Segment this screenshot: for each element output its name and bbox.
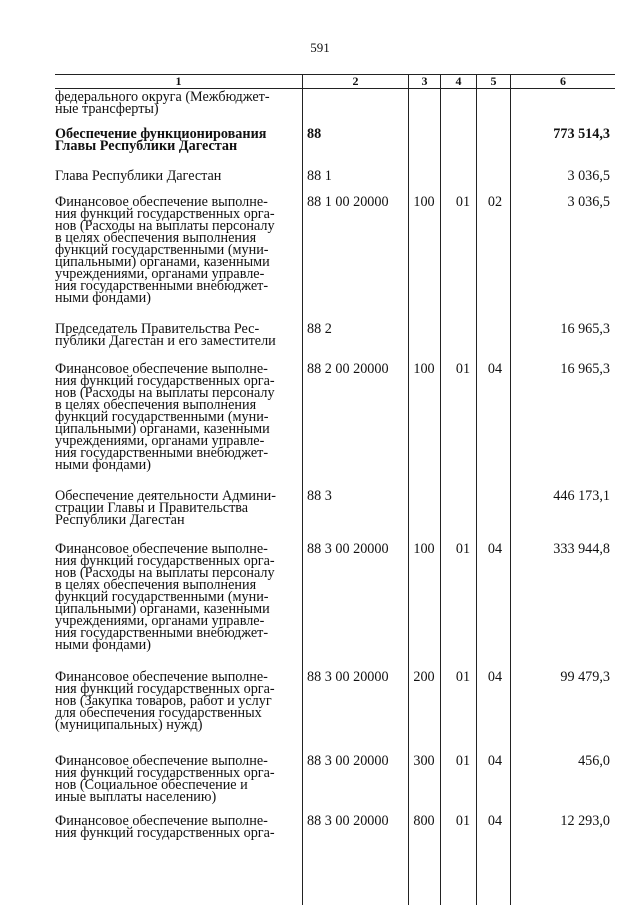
description-line: ния функций государственных орга- (55, 206, 275, 222)
description-line: ния функций государственных орга- (55, 373, 275, 389)
description-line: ными фондами) (55, 637, 151, 653)
description-line: ния функций государственных орга- (55, 825, 275, 841)
description-line: Финансовое обеспечение выполне- (55, 813, 268, 829)
description-line: Обеспечение функционирования (55, 126, 267, 142)
description-line: учреждениями, органами управле- (55, 266, 265, 282)
description-line: ципальными) органами, казенными (55, 601, 270, 617)
row-amount: 99 479,3 (560, 669, 610, 685)
description-line: ными фондами) (55, 457, 151, 473)
row-description (55, 490, 298, 526)
row-subsection: 04 (487, 813, 503, 829)
description-line: ния государственными внебюджет- (55, 625, 269, 641)
description-line: Финансовое обеспечение выполне- (55, 361, 268, 377)
description-line: Председатель Правительства Рес- (55, 321, 260, 337)
row-code: 88 1 (307, 168, 332, 184)
description-line: учреждениями, органами управле- (55, 433, 265, 449)
row-expense-type: 800 (413, 813, 435, 829)
description-line: нов (Закупка товаров, работ и услуг (55, 693, 272, 709)
column-header-2: 2 (352, 74, 359, 88)
row-subsection: 04 (487, 753, 503, 769)
column-divider (510, 74, 511, 905)
column-header-1: 1 (175, 74, 182, 88)
description-line: ния государственными внебюджет- (55, 278, 269, 294)
row-code: 88 2 00 20000 (307, 361, 389, 377)
row-description (55, 91, 298, 115)
row-description (55, 323, 298, 347)
description-line: функций государственными (муни- (55, 242, 269, 258)
row-expense-type: 300 (413, 753, 435, 769)
description-line: ными фондами) (55, 290, 151, 306)
description-line: функций государственными (муни- (55, 589, 269, 605)
row-description (55, 196, 298, 304)
row-section: 01 (455, 753, 471, 769)
row-description (55, 128, 298, 152)
description-line: федерального округа (Межбюджет- (55, 89, 270, 105)
description-line: ные трансферты) (55, 101, 159, 117)
row-expense-type: 100 (413, 361, 435, 377)
row-amount: 773 514,3 (553, 126, 610, 142)
description-line: ния функций государственных орга- (55, 681, 275, 697)
description-line: Финансовое обеспечение выполне- (55, 541, 268, 557)
description-line: в целях обеспечения выполнения (55, 230, 257, 246)
row-subsection: 04 (487, 541, 503, 557)
row-code: 88 3 00 20000 (307, 669, 389, 685)
description-line: Обеспечение деятельности Админи- (55, 488, 276, 504)
row-amount: 3 036,5 (567, 168, 610, 184)
description-line: (муниципальных) нужд) (55, 717, 203, 733)
row-description (55, 815, 298, 839)
description-line: Финансовое обеспечение выполне- (55, 753, 268, 769)
description-line: для обеспечения государственных (55, 705, 262, 721)
description-line: иные выплаты населению) (55, 789, 217, 805)
row-code: 88 3 00 20000 (307, 813, 389, 829)
row-description (55, 755, 298, 803)
description-line: ния государственными внебюджет- (55, 445, 269, 461)
column-header-5: 5 (490, 74, 497, 88)
row-code: 88 3 (307, 488, 332, 504)
row-description (55, 363, 298, 471)
description-line: нов (Расходы на выплаты персоналу (55, 385, 275, 401)
row-code: 88 3 00 20000 (307, 753, 389, 769)
column-header-3: 3 (421, 74, 428, 88)
description-line: нов (Расходы на выплаты персоналу (55, 218, 275, 234)
description-line: страции Главы и Правительства (55, 500, 249, 516)
row-description (55, 543, 298, 651)
description-line: учреждениями, органами управле- (55, 613, 265, 629)
row-description (55, 671, 298, 731)
description-line: в целях обеспечения выполнения (55, 397, 257, 413)
description-line: нов (Расходы на выплаты персоналу (55, 565, 275, 581)
description-line: функций государственными (муни- (55, 409, 269, 425)
row-amount: 3 036,5 (567, 194, 610, 210)
row-code: 88 2 (307, 321, 332, 337)
row-amount: 16 965,3 (560, 321, 610, 337)
page-number: 591 (310, 40, 330, 55)
row-subsection: 04 (487, 669, 503, 685)
column-divider (302, 74, 303, 905)
row-section: 01 (455, 813, 471, 829)
row-expense-type: 100 (413, 194, 435, 210)
row-subsection: 02 (487, 194, 503, 210)
row-section: 01 (455, 194, 471, 210)
row-amount: 12 293,0 (560, 813, 610, 829)
column-header-4: 4 (455, 74, 462, 88)
row-description (55, 170, 298, 182)
row-amount: 456,0 (578, 753, 610, 769)
description-line: Главы Республики Дагестан (55, 138, 238, 154)
description-line: в целях обеспечения выполнения (55, 577, 257, 593)
row-amount: 16 965,3 (560, 361, 610, 377)
description-line: нов (Социальное обеспечение и (55, 777, 248, 793)
row-subsection: 04 (487, 361, 503, 377)
description-line: ципальными) органами, казенными (55, 421, 270, 437)
row-expense-type: 100 (413, 541, 435, 557)
description-line: ния функций государственных орга- (55, 553, 275, 569)
budget-table (55, 74, 615, 905)
row-section: 01 (455, 361, 471, 377)
description-line: Финансовое обеспечение выполне- (55, 669, 268, 685)
row-code: 88 1 00 20000 (307, 194, 389, 210)
description-line: публики Дагестан и его заместители (55, 333, 276, 349)
row-expense-type: 200 (413, 669, 435, 685)
row-code: 88 3 00 20000 (307, 541, 389, 557)
column-divider (440, 74, 441, 905)
row-code: 88 (307, 126, 322, 142)
description-line: Финансовое обеспечение выполне- (55, 194, 268, 210)
row-amount: 446 173,1 (553, 488, 610, 504)
row-amount: 333 944,8 (553, 541, 610, 557)
description-line: Республики Дагестан (55, 512, 185, 528)
row-section: 01 (455, 669, 471, 685)
row-section: 01 (455, 541, 471, 557)
description-line: ципальными) органами, казенными (55, 254, 270, 270)
description-line: Глава Республики Дагестан (55, 168, 222, 184)
column-header-6: 6 (560, 74, 566, 88)
description-line: ния функций государственных орга- (55, 765, 275, 781)
